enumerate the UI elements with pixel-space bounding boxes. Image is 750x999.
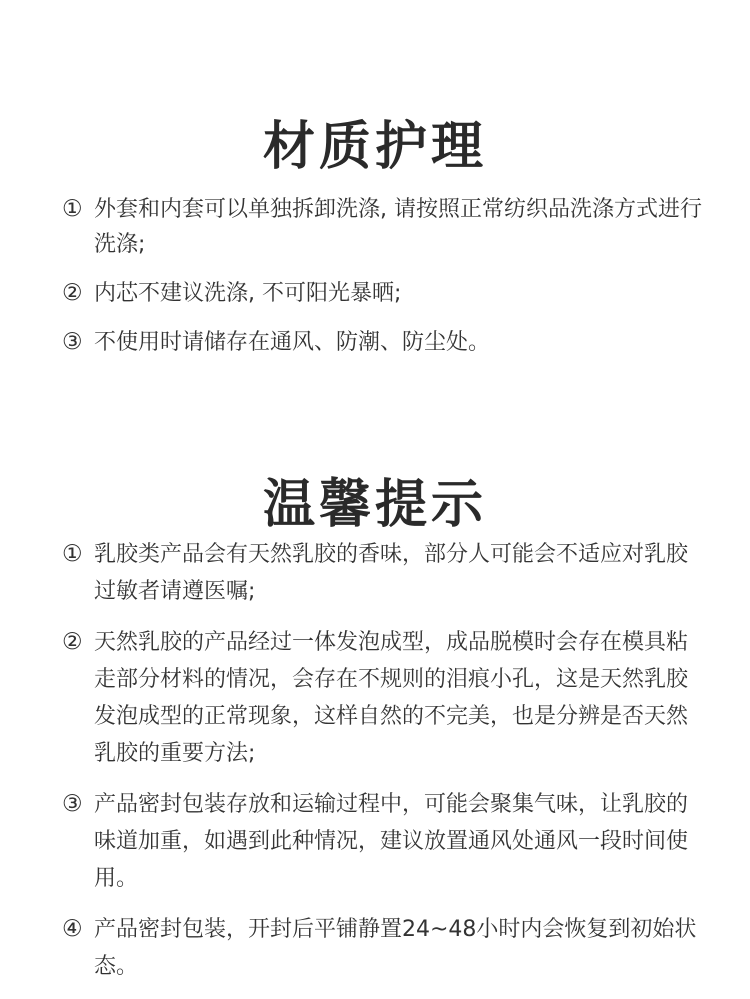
- item-text: 乳胶类产品会有天然乳胶的香味，部分人可能会不适应对乳胶过敏者请遵医嘱;: [94, 542, 689, 604]
- item-number: ③: [62, 329, 83, 355]
- item-number: ①: [62, 541, 83, 567]
- care-title: 材质护理: [262, 116, 487, 177]
- item-text: 外套和内套可以单独拆卸洗涤, 请按照正常纺织品洗涤方式进行洗涤;: [94, 197, 702, 257]
- care-item-3: [62, 325, 702, 360]
- tips-title: 温馨提示: [262, 474, 487, 535]
- tips-item-2: [62, 624, 702, 772]
- care-item-2: [62, 276, 702, 311]
- item-text: 内芯不建议洗涤, 不可阳光暴晒;: [94, 281, 402, 306]
- item-text: 不使用时请储存在通风、防潮、防尘处。: [94, 330, 491, 355]
- item-text: 产品密封包装存放和运输过程中，可能会聚集气味，让乳胶的味道加重，如遇到此种情况，建议放置通风处通风一段时间使用。: [94, 792, 689, 891]
- item-number: ③: [62, 791, 83, 817]
- tips-item-1: [62, 536, 702, 610]
- item-number: ④: [62, 916, 83, 942]
- item-number: ②: [62, 280, 83, 306]
- tips-item-3: [62, 786, 702, 897]
- tips-item-4: [62, 911, 702, 985]
- item-text: 天然乳胶的产品经过一体发泡成型，成品脱模时会存在模具粘走部分材料的情况，会存在不规则的泪痕小孔，这是天然乳胶发泡成型的正常现象，这样自然的不完美，也是分辨是否天然乳胶的重要方法;: [94, 630, 689, 766]
- care-item-1: [62, 192, 702, 262]
- item-text: 产品密封包装，开封后平铺静置24~48小时内会恢复到初始状态。: [94, 917, 697, 979]
- item-number: ②: [62, 629, 83, 655]
- care-list: [62, 192, 702, 374]
- item-number: ①: [62, 196, 83, 222]
- tips-list: [62, 536, 702, 999]
